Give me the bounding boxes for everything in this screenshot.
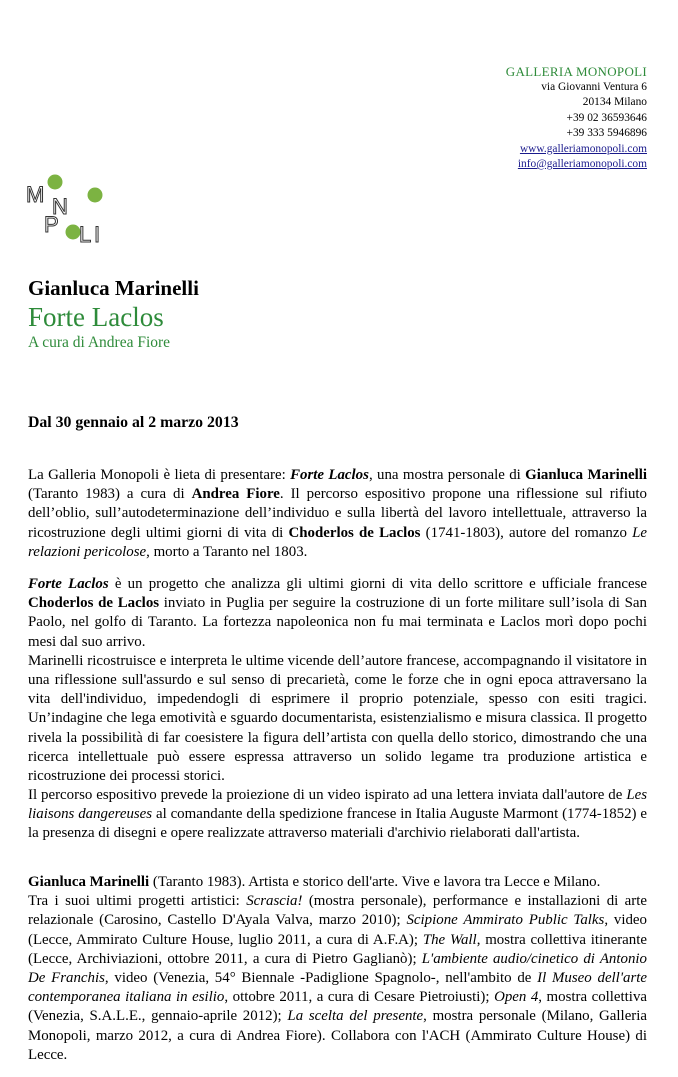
exhibition-title: Forte Laclos [28,302,164,332]
project-paragraph: Forte Laclos è un progetto che analizza gli ultimi giorni di vita dello scrittore e ufficiale francese Choderlos de Laclos inviato in Puglia per seguire la costruzione di un forte militare sull’isola di San Paolo, nel golfo di Taranto. La fortezza napoleonica non fu mai terminata e Laclos morì dopo pochi mesi dal suo arrivo. Marinelli ricostruisce e interpreta le ultime vicende dell’autore francese, accompagnando il visitatore in una riflessione sull'assurdo e sul senso di precarietà, come le forze che in ogni epoca attraversano la vita dell'individuo, impedendogli di esprimere il proprio potenziale, spesso con esiti tragici. Un’indagine che lega emotività e sguardo documentarista, esistenzialismo e misura classica. Il progetto rivela la possibilità di far coesistere la figura dell’artista con quella dello storico, dimostrando che una ricerca intellettuale può essere espressa attraverso un solido legame tra produzione artistica e ricostruzione dei processi storici. [28,575,647,786]
logo-letter-l: L [79,222,92,244]
gallery-logo [24,172,108,244]
biography-paragraph: Gianluca Marinelli (Taranto 1983). Artista e storico dell'arte. Vive e lavora tra Lecce e Milano. Tra i suoi ultimi progetti artistici: Scrascia! (mostra personale), performance e installazioni di arte relazionale (Carosino, Castello D'Ayala Valva, marzo 2010); Scipione Ammirato Public Talks, video (Lecce, Ammirato Culture House, luglio 2011, a cura di A.F.A); The Wall, mostra collettiva itinerante (Lecce, Archiviazioni, ottobre 2011, a cura di Pietro Gaglianò); L'ambiente audio/cinetico di Antonio De Franchis, video (Venezia, 54° Biennale -Padiglione Spagnolo-, nell'ambito de Il Museo dell'arte contemporanea italiana in esilio, ottobre 2011, a cura di Cesare Pietroiusti); Open 4, mostra collettiva (Venezia, S.A.L.E., gennaio-aprile 2012); La scelta del presente, mostra personale (Milano, Galleria Monopoli, marzo 2012, a cura di Andrea Fiore). Collabora con l'ACH (Ammirato Culture House) di Lecce. [28,874,648,1063]
gallery-name: GALLERIA MONOPOLI [505,64,647,79]
email-link[interactable]: info@galleriamonopoli.com [517,158,647,170]
intro-paragraph: La Galleria Monopoli è lieta di presentare: Forte Laclos, una mostra personale di Gianluca Marinelli (Taranto 1983) a cura di Andrea Fiore. Il percorso espositivo propone una riflessione sul rifiuto dell’oblio, sull’autodeterminazione dell’individuo e sulla libertà del lavoro intellettuale, attraverso la ricostruzione degli ultimi giorni di vita di Choderlos de Laclos (1741-1803), autore del romanzo Le relazioni pericolose, morto a Taranto nel 1803. [28,467,648,560]
curator-line: A cura di Andrea Fiore [28,334,171,351]
logo-letter-p: P [44,212,59,237]
logo-dot-1 [48,175,63,190]
logo-letter-m: M [26,182,45,207]
gallery-city: 20134 Milano [582,96,647,108]
logo-letter-i: I [94,222,101,244]
exhibition-dates: Dal 30 gennaio al 2 marzo 2013 [28,414,239,431]
logo-dot-2 [88,188,103,203]
gallery-phone-1: +39 02 36593646 [566,111,647,124]
artist-name: Gianluca Marinelli [28,276,199,300]
website-link[interactable]: www.galleriamonopoli.com [519,142,647,155]
gallery-phone-2: +39 333 5946896 [566,127,647,139]
gallery-address: via Giovanni Ventura 6 [541,80,647,93]
exhibition-paragraph: Il percorso espositivo prevede la proiezione di un video ispirato ad una lettera inviata dall'autore de Les liaisons dangereuses al comandante della spedizione francese in Italia Auguste Marmont (1774-1852) e la presenza di disegni e opere realizzate attraverso materiali d'archivio rielaborati dall'artista. [28,787,647,842]
logo-letter-n: N [52,194,68,219]
letterhead [506,64,647,173]
project-paragraph-continued: Marinelli ricostruisce e interpreta le ultime vicende dell’autore francese, accompagnando il visitatore in una riflessione sull'assurdo e sul senso di precarietà, come le forze che in ogni epoca attraversano la vita dell'individuo, impedendogli di esprimere il proprio potenziale, spesso con esiti tragici. Un’indagine che lega emotività e sguardo documentarista, esistenzialismo e misura classica. Il progetto rivela la possibilità di far coesistere la figura dell’artista con quella dello storico, dimostrando che una ricerca intellettuale può essere espressa attraverso un solido legame tra produzione artistica e ricostruzione dei processi storici. [28,652,647,785]
